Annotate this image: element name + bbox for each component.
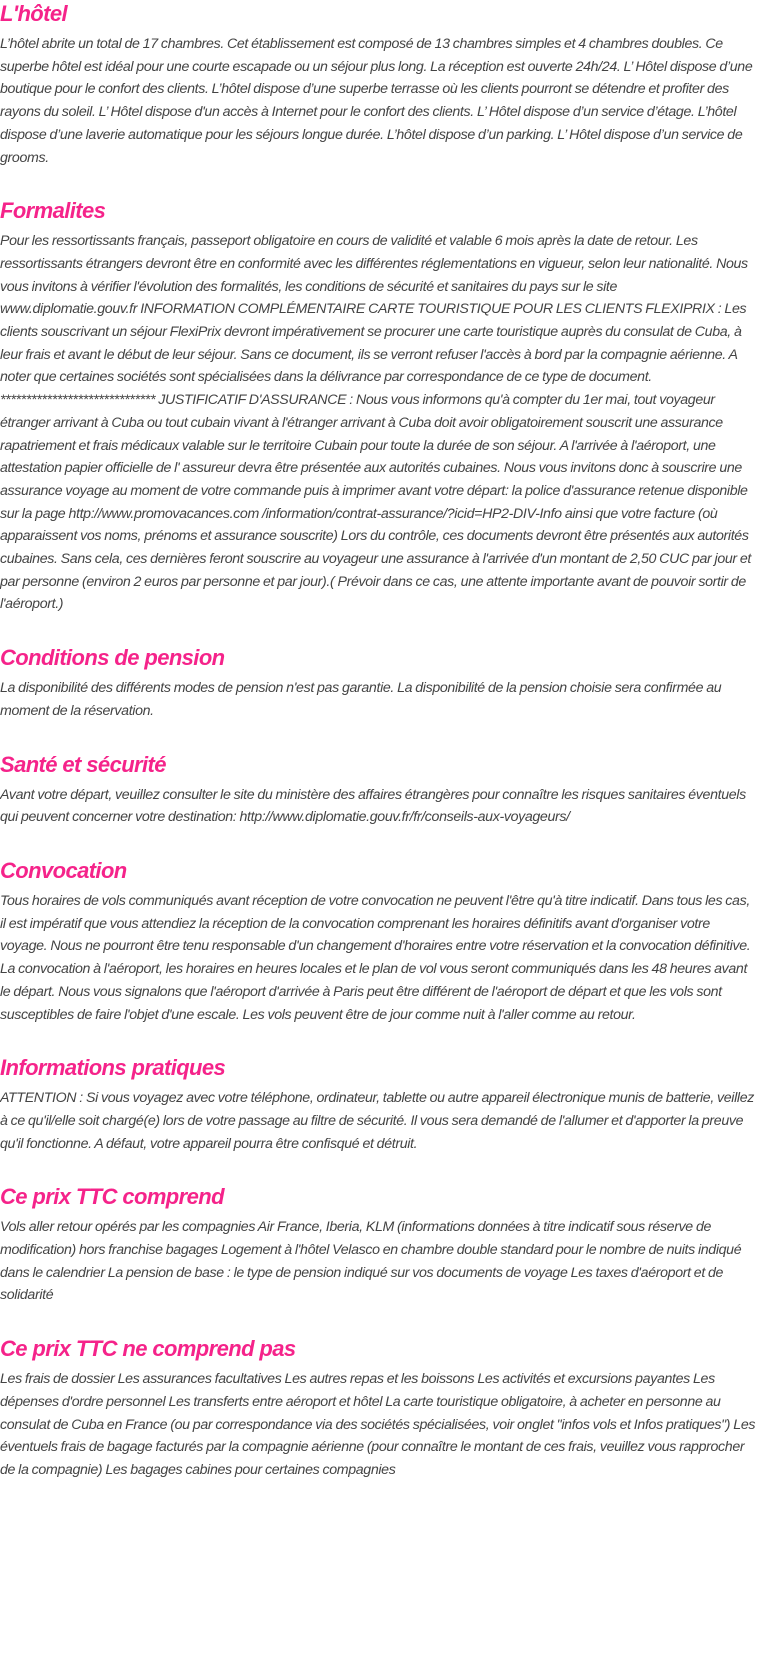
section-title: Ce prix TTC ne comprend pas: [0, 1336, 296, 1362]
section-body: Avant votre départ, veuillez consulter le site du ministère des affaires étrangères pour connaître les risques sanitaires éventuels qui peuvent concerner votre destination: http://www.diplomatie.gouv.fr/fr/conseils-aux-voyageurs/: [0, 786, 746, 826]
section-sante-et-securite: [0, 751, 758, 829]
section-conditions-de-pension: [0, 644, 758, 722]
section-title: Ce prix TTC comprend: [0, 1184, 224, 1210]
section-body: Vols aller retour opérés par les compagnies Air France, Iberia, KLM (informations données à titre indicatif sous réserve de modification) hors franchise bagages Logement à l'hôtel Velasco en chambre double standard pour le nombre de nuits indiqué dans le calendrier La pension de base : le type de pension indiqué sur vos documents de voyage Les taxes d'aéroport et de solidarité: [0, 1219, 742, 1304]
section-prix-comprend: [0, 1183, 758, 1307]
section-body: Pour les ressortissants français, passeport obligatoire en cours de validité et valable 6 mois après la date de retour. Les ressortissants étrangers devront être en conformité avec les différentes réglementations en vigueur, selon leur nationalité. Nous vous invitons à vérifier l'évolution des formalités, les conditions de sécurité et sanitaires du pays sur le site www.diplomatie.gouv.fr INFORMATION COMPLÉMENTAIRE CARTE TOURISTIQUE POUR LES CLIENTS FLEXIPRIX : Les clients souscrivant un séjour FlexiPrix devront impérativement se procurer une carte touristique auprès du consulat de Cuba, à leur frais et avant le début de leur séjour. Sans ce document, ils se verront refuser l'accès à bord par la compagnie aérienne. A noter que certaines sociétés sont spécialisées dans la délivrance par correspondance de ce type de document. ****************************** JUSTIFICATIF D'ASSURANCE : Nous vous informons qu'à compter du 1er mai, tout voyageur étranger arrivant à Cuba ou tout cubain vivant à l'étranger arrivant à Cuba doit avoir obligatoirement souscrit une assurance rapatriement et frais médicaux valable sur le territoire Cubain pour toute la durée de son séjour. A l'arrivée à l'aéroport, une attestation papier officielle de l' assureur devra être présentée aux autorités cubaines. Nous vous invitons donc à souscrire une assurance voyage au moment de votre commande puis à imprimer avant votre départ: la police d'assurance retenue disponible sur la page http://www.promovacances.com /information/contrat-assurance/?icid=HP2-DIV-Info ainsi que votre facture (où apparaissent vos noms, prénoms et assurance souscrite) Lors du contrôle, ces documents devront être présentés aux autorités cubaines. Sans cela, ces dernières feront souscrire au voyageur une assurance à l'arrivée d'un montant de 2,50 CUC par jour et par personne (environ 2 euros par personne et par jour).( Prévoir dans ce cas, une attente importante avant de pouvoir sortir de l'aéroport.): [0, 233, 751, 613]
section-title: Informations pratiques: [0, 1055, 226, 1081]
section-title: Formalites: [0, 198, 106, 224]
section-body: La disponibilité des différents modes de pension n'est pas garantie. La disponibilité de la pension choisie sera confirmée au moment de la réservation.: [0, 680, 722, 719]
section-convocation: [0, 857, 758, 1026]
section-title: L'hôtel: [0, 1, 68, 26]
section-body: ATTENTION : Si vous voyagez avec votre téléphone, ordinateur, tablette ou autre appareil électronique munis de batterie, veillez à ce qu'il/elle soit chargé(e) lors de votre passage au filtre de sécurité. Il vous sera demandé de l'allumer et d'apporter la preuve qu'il fonctionne. A défaut, votre appareil pourra être confisqué et détruit.: [0, 1090, 754, 1152]
section-title: Conditions de pension: [0, 645, 225, 671]
section-body: Tous horaires de vols communiqués avant réception de votre convocation ne peuvent l'être qu'à titre indicatif. Dans tous les cas, il est impératif que vous attendiez la réception de la convocation comprenant les horaires définitifs avant d'organiser votre voyage. Nous ne pourront être tenu responsable d'un changement d'horaires entre votre réservation et la convocation définitive. La convocation à l'aéroport, les horaires en heures locales et le plan de vol vous seront communiqués dans les 48 heures avant le départ. Nous vous signalons que l'aéroport d'arrivée à Paris peut être différent de l'aéroport de départ et que les vols sont susceptibles de faire l'objet d'une escale. Les vols peuvent être de jour comme nuit à l'aller comme au retour.: [0, 892, 751, 1023]
section-hotel: [0, 0, 758, 169]
section-body: Les frais de dossier Les assurances facultatives Les autres repas et les boissons Les activités et excursions payantes Les dépenses d'ordre personnel Les transferts entre aéroport et hôtel La carte touristique obligatoire, à acheter en personne au consulat de Cuba en France (ou par correspondance via des sociétés spécialisées, voir onglet "infos vols et Infos pratiques") Les éventuels frais de bagage facturés par la compagnie aérienne (pour connaître le montant de ces frais, veuillez vous rapprocher de la compagnie) Les bagages cabines pour certaines compagnies: [0, 1371, 756, 1478]
section-title: Santé et sécurité: [0, 751, 166, 777]
section-formalites: [0, 197, 758, 616]
section-title: Convocation: [0, 857, 127, 883]
section-prix-ne-comprend-pas: [0, 1335, 758, 1482]
section-informations-pratiques: [0, 1054, 758, 1155]
section-body: L’hôtel abrite un total de 17 chambres. Cet établissement est composé de 13 chambres simples et 4 chambres doubles. Ce superbe hôtel est idéal pour une courte escapade ou un séjour plus long. La réception est ouverte 24h/24. L’ Hôtel dispose d’une boutique pour le confort des clients. L’hôtel dispose d’une superbe terrasse où les clients pourront se détendre et profiter des rayons du soleil. L’ Hôtel dispose d'un accès à Internet pour le confort des clients. L’ Hôtel dispose d’un service d’étage. L’hôtel dispose d’une laverie automatique pour les séjours longue durée. L’hôtel dispose d’un parking. L’ Hôtel dispose d’un service de grooms.: [0, 36, 753, 166]
